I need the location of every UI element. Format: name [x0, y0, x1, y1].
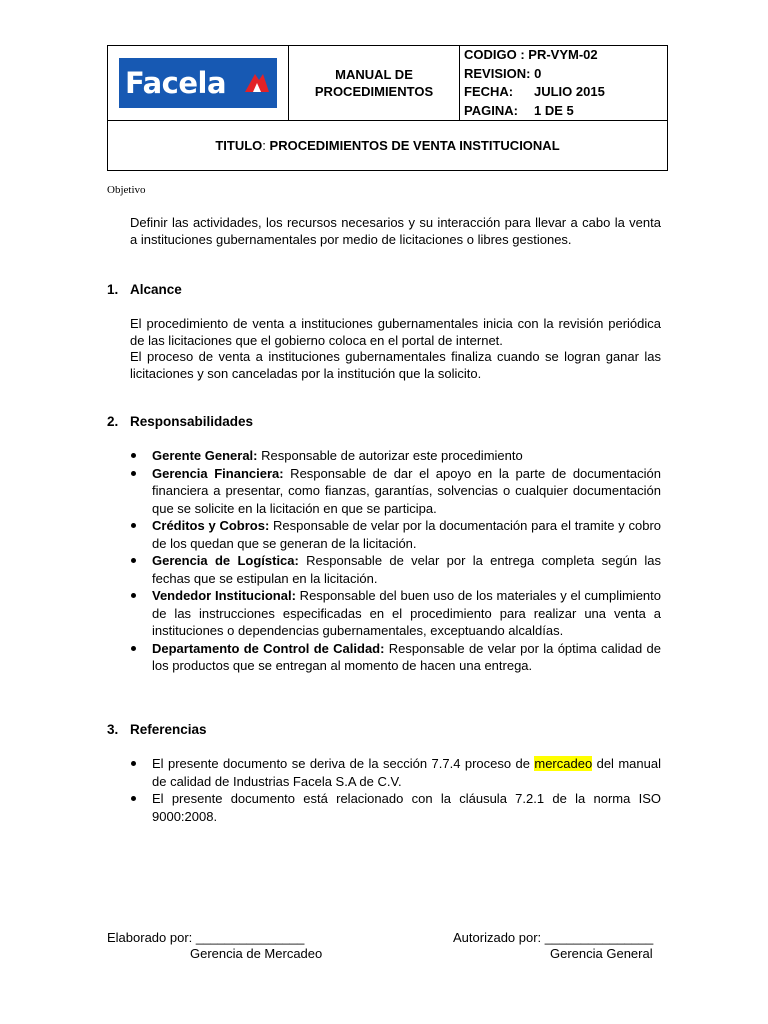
- role-description: Responsable de autorizar este procedimiento: [257, 448, 523, 463]
- meta-key: CODIGO :: [464, 47, 525, 62]
- logo-text: Facela: [125, 66, 227, 100]
- meta-key: FECHA:: [464, 84, 514, 99]
- meta-value: PR-VYM-02: [528, 47, 598, 62]
- section-number: 1.: [107, 282, 119, 297]
- meta-value: 1 DE 5: [534, 102, 574, 118]
- bullet-icon: [131, 646, 136, 651]
- section-title: Referencias: [130, 722, 207, 737]
- reference-text-after: del manual de calidad de Industrias Facela S.A de C.V.: [152, 756, 661, 789]
- title-separator: :: [262, 138, 266, 153]
- bullet-icon: [131, 558, 136, 563]
- meta-codigo: [464, 46, 667, 65]
- logo-cell: [108, 46, 289, 121]
- objetivo-label: Objetivo: [107, 184, 146, 196]
- meta-pagina: [464, 102, 667, 121]
- alcance-paragraph-2: El proceso de venta a instituciones gubernamentales finaliza cuando se logran ganar las licitaciones y son canceladas por la institución que la solicito.: [130, 349, 661, 381]
- meta-key: REVISION:: [464, 65, 531, 81]
- highlighted-word: mercadeo: [534, 756, 593, 771]
- facela-logo: [119, 58, 277, 108]
- role-name: Créditos y Cobros:: [152, 518, 270, 533]
- role-name: Vendedor Institucional:: [152, 588, 296, 603]
- section-alcance-heading: [107, 282, 182, 297]
- list-item: [130, 790, 661, 825]
- document-title: [108, 121, 668, 171]
- bullet-icon: [131, 761, 136, 766]
- section-referencias-heading: [107, 722, 207, 737]
- section-title: Responsabilidades: [130, 414, 254, 429]
- list-item: [130, 640, 661, 675]
- bullet-icon: [131, 453, 136, 458]
- autorizado-signature-line: Autorizado por: _______________: [453, 930, 654, 945]
- title-value: PROCEDIMIENTOS DE VENTA INSTITUCIONAL: [269, 138, 560, 153]
- role-description: Responsable de velar por la entrega completa según las fechas que se estipulan en la licitación.: [152, 553, 661, 586]
- document-header: [107, 45, 668, 171]
- meta-revision: [464, 65, 667, 84]
- section-number: 3.: [107, 722, 119, 737]
- reference-text-before: El presente documento se deriva de la sección 7.7.4 proceso de: [152, 756, 535, 771]
- meta-key: PAGINA:: [464, 102, 518, 118]
- alcance-paragraph-1: El procedimiento de venta a instituciones gubernamentales inicia con la revisión periódica de las licitaciones que el gobierno coloca en el portal de internet.: [130, 316, 661, 348]
- referencias-list: [130, 755, 661, 825]
- section-responsabilidades-heading: [107, 414, 253, 429]
- autorizado-department: Gerencia General: [550, 946, 653, 961]
- elaborado-department: Gerencia de Mercadeo: [190, 946, 323, 961]
- meta-fecha: [464, 83, 667, 102]
- manual-title: [289, 46, 460, 121]
- role-name: Gerencia Financiera:: [152, 465, 284, 481]
- role-description: Responsable de velar por la óptima calidad de los productos que se entregan al momento de hacen una entrega.: [152, 640, 661, 673]
- logo-mark-icon: [243, 70, 271, 96]
- list-item: [130, 465, 661, 518]
- section-number: 2.: [107, 414, 119, 429]
- objetivo-text: Definir las actividades, los recursos necesarios y su interacción para llevar a cabo la venta a instituciones gubernamentales por medio de licitaciones o libres gestiones.: [130, 215, 661, 247]
- list-item: [130, 447, 661, 465]
- role-description: Responsable de dar el apoyo en la parte de documentación financiera a presentar, como fianzas, garantías, solvencias o cualquier documentación que se solicite en la licitación en que se participa.: [152, 465, 661, 516]
- role-description: Responsable de velar por la documentación para el tramite y cobro de los quedan que se generan de la licitación.: [152, 518, 662, 551]
- list-item: [130, 755, 661, 790]
- list-item: [130, 587, 661, 640]
- bullet-icon: [131, 796, 136, 801]
- list-item: [130, 552, 661, 587]
- bullet-icon: [131, 471, 136, 476]
- document-meta: [460, 46, 668, 121]
- title-label: TITULO: [215, 138, 263, 153]
- responsabilidades-list: [130, 447, 661, 675]
- bullet-icon: [131, 593, 136, 598]
- reference-text: El presente documento está relacionado con la cláusula 7.2.1 de la norma ISO 9000:2008.: [152, 791, 661, 824]
- section-title: Alcance: [130, 282, 182, 297]
- list-item: [130, 517, 661, 552]
- elaborado-signature-line: Elaborado por: _______________: [107, 930, 305, 945]
- meta-value: 0: [534, 65, 542, 81]
- role-description: Responsable del buen uso de los materiales y el cumplimiento de las instrucciones especificadas en el procedimiento para realizar una venta a instituciones o dependencias gubernamentales, exceptuando alcaldías.: [152, 588, 661, 638]
- role-name: Gerencia de Logística:: [152, 553, 299, 568]
- role-name: Departamento de Control de Calidad:: [152, 640, 385, 656]
- role-name: Gerente General:: [152, 448, 258, 463]
- manual-title-text: MANUAL DE PROCEDIMIENTOS: [314, 67, 434, 99]
- meta-value: JULIO 2015: [534, 84, 605, 99]
- bullet-icon: [131, 523, 136, 528]
